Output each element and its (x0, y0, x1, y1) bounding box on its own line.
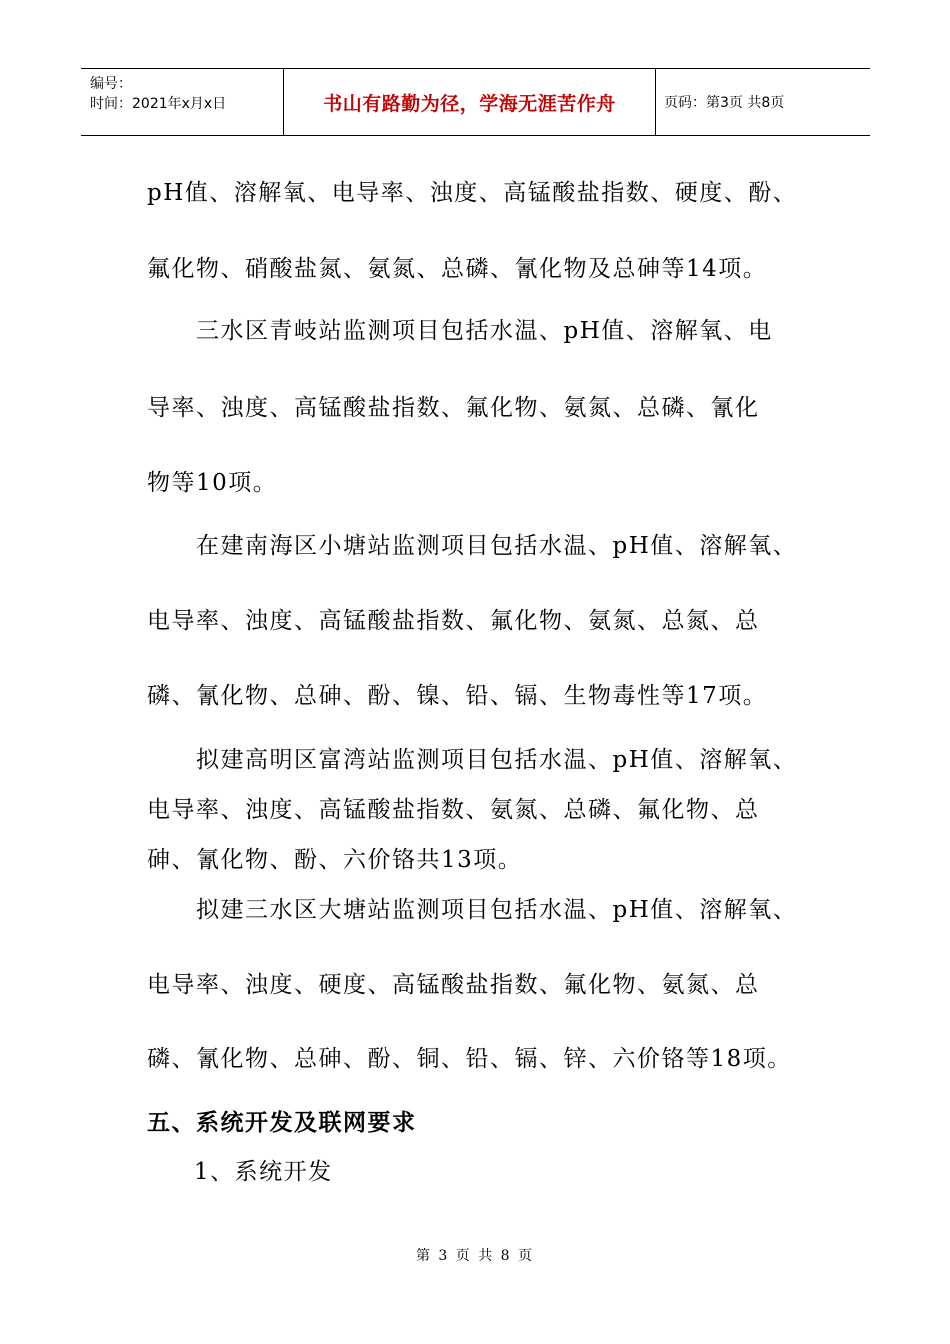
body-line: 磷、氰化物、总砷、酚、铜、铅、镉、锌、六价铬等18项。 (147, 1046, 792, 1072)
header-motto: 书山有路勤为径，学海无涯苦作舟 (283, 69, 656, 135)
body-line: 磷、氰化物、总砷、酚、镍、铅、镉、生物毒性等17项。 (147, 683, 768, 709)
body-line: 砷、氰化物、酚、六价铬共13项。 (147, 847, 523, 873)
header-number-label: 编号： (90, 76, 132, 92)
paragraph-qingqi: 三水区青岐站监测项目包括水温、pH值、溶解氧、电 (196, 318, 773, 344)
paragraph-fuwan: 拟建高明区富湾站监测项目包括水温、pH值、溶解氧、 (196, 747, 798, 773)
section-heading: 五、系统开发及联网要求 (147, 1110, 417, 1136)
paragraph-datang: 拟建三水区大塘站监测项目包括水温、pH值、溶解氧、 (196, 897, 798, 923)
subsection-heading: 1、系统开发 (194, 1159, 333, 1185)
paragraph-xiaotang: 在建南海区小塘站监测项目包括水温、pH值、溶解氧、 (196, 533, 798, 559)
body-line: 氟化物、硝酸盐氮、氨氮、总磷、氰化物及总砷等14项。 (147, 256, 768, 282)
page-header (81, 68, 870, 136)
body-line: pH值、溶解氧、电导率、浊度、高锰酸盐指数、硬度、酚、 (147, 180, 798, 206)
body-line: 电导率、浊度、高锰酸盐指数、氨氮、总磷、氟化物、总 (147, 797, 760, 823)
body-line: 电导率、浊度、硬度、高锰酸盐指数、氟化物、氨氮、总 (147, 972, 760, 998)
header-meta (81, 69, 283, 135)
body-line: 物等10项。 (147, 470, 278, 496)
header-page-code: 页码：第3页 共8页 (664, 95, 785, 111)
page-footer: 第 3 页 共 8 页 (415, 1248, 535, 1264)
header-time-label: 时间：2021年x月x日 (90, 96, 227, 112)
body-line: 电导率、浊度、高锰酸盐指数、氟化物、氨氮、总氮、总 (147, 608, 760, 634)
body-line: 导率、浊度、高锰酸盐指数、氟化物、氨氮、总磷、氰化 (147, 395, 760, 421)
